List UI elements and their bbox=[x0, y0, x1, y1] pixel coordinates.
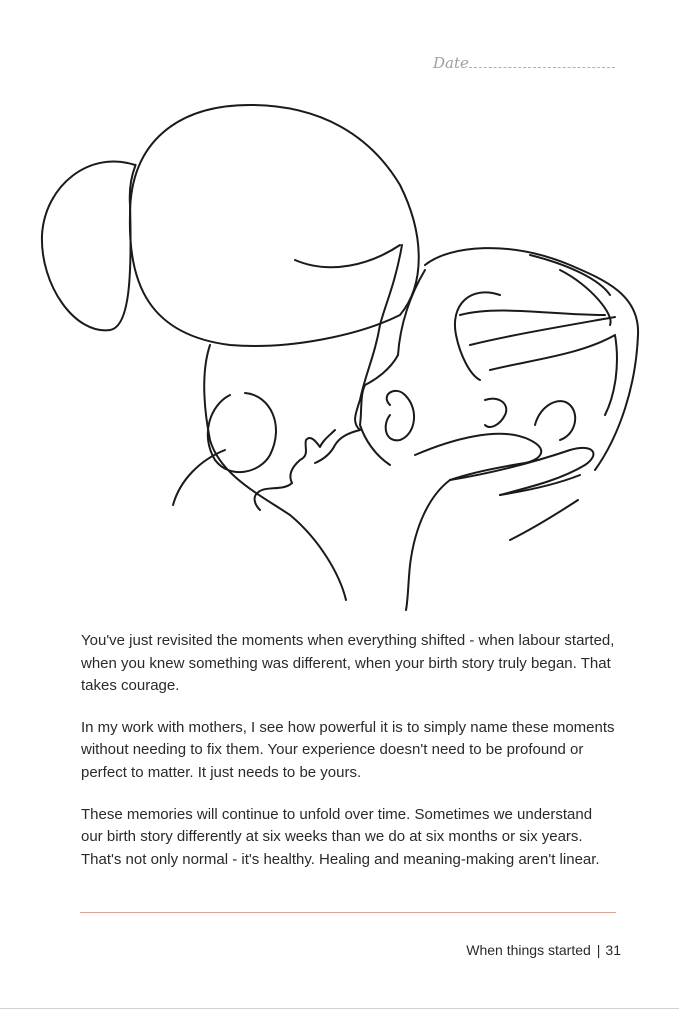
page-number: 31 bbox=[605, 942, 621, 958]
section-divider bbox=[80, 912, 616, 913]
date-label: Date bbox=[433, 54, 469, 72]
body-text bbox=[81, 630, 616, 890]
date-field bbox=[433, 52, 618, 74]
paragraph-2: In my work with mothers, I see how powerful it is to simply name these moments without needing to fix them. Your experience doesn't need to be profound or perfect to matter. It just needs to be yours. bbox=[81, 718, 615, 781]
page-edge-line bbox=[0, 1008, 679, 1009]
page-footer bbox=[466, 942, 621, 958]
date-underline bbox=[469, 67, 615, 68]
mother-baby-illustration bbox=[30, 95, 650, 620]
paragraph-1: You've just revisited the moments when everything shifted - when labour started, when you knew something was different, when your birth story truly began. That takes courage. bbox=[81, 632, 615, 695]
footer-section-title: When things started bbox=[466, 942, 591, 958]
paragraph-3: These memories will continue to unfold over time. Sometimes we understand our birth story differently at six weeks than we do at six months or six years. That's not only normal - it's healthy. Healing and meaning-making aren't linear. bbox=[81, 805, 600, 868]
footer-separator: | bbox=[596, 942, 601, 958]
